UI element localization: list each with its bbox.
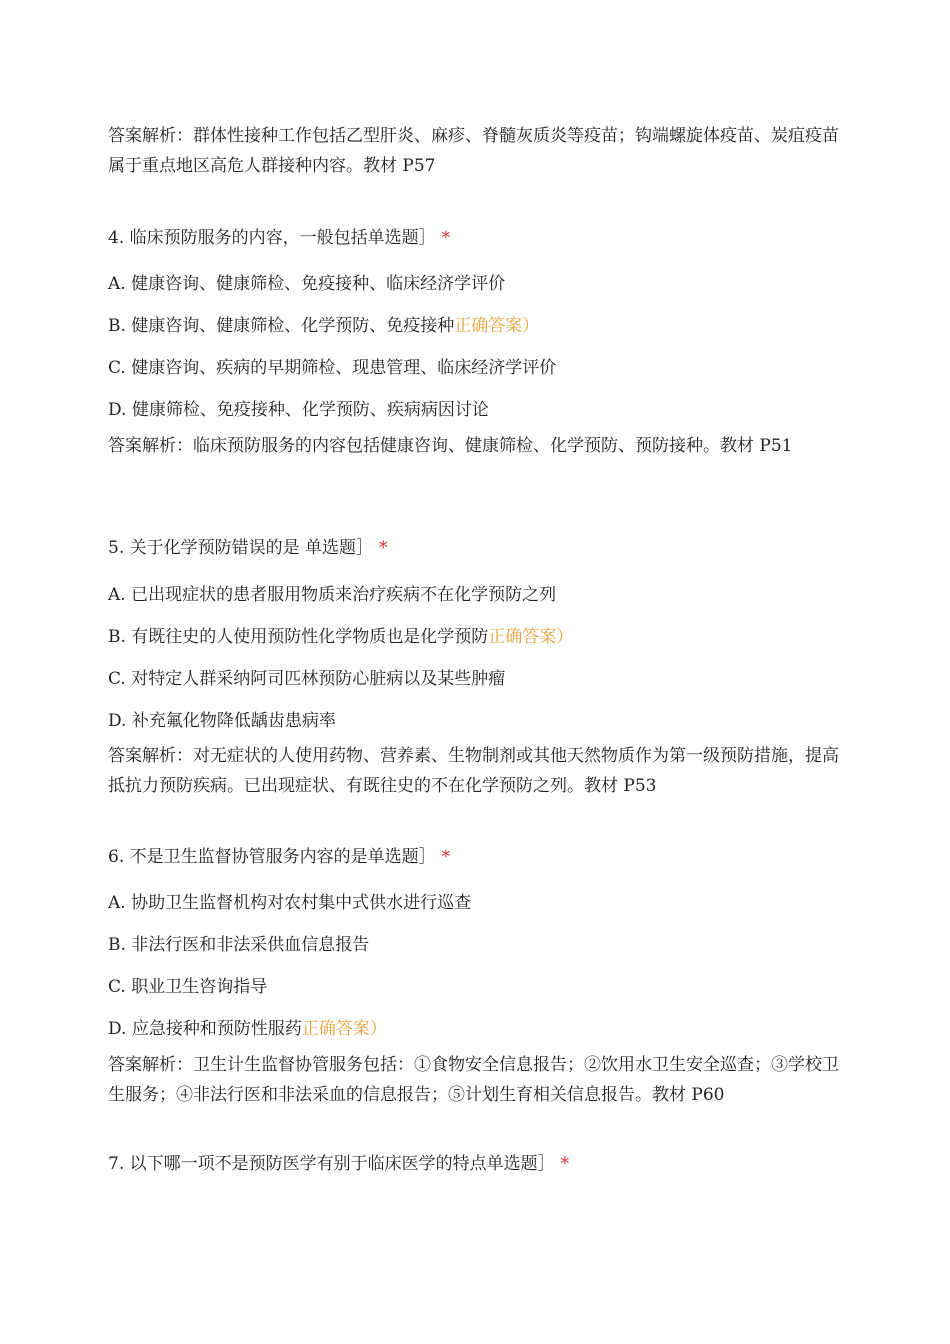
question-4-option-c: C. 健康咨询、疾病的早期筛检、现患管理、临床经济学评价 bbox=[108, 358, 557, 378]
question-6-option-d-text: D. 应急接种和预防性服药 bbox=[108, 1019, 302, 1039]
question-4-explanation: 答案解析：临床预防服务的内容包括健康咨询、健康筛检、化学预防、预防接种。教材 P51 bbox=[108, 436, 793, 456]
question-4-option-b bbox=[108, 315, 539, 337]
correct-answer-tag: 正确答案） bbox=[301, 1019, 387, 1039]
question-5-explanation: 答案解析：对无症状的人使用药物、营养素、生物制剂或其他天然物质作为第一级预防措施，提高抵抗力预防疾病。已出现症状、有既往史的不在化学预防之列。教材 P53 bbox=[108, 746, 839, 796]
question-4-stem bbox=[108, 227, 450, 249]
question-4-option-a: A. 健康咨询、健康筛检、免疫接种、临床经济学评价 bbox=[108, 274, 506, 294]
question-6-option-c: C. 职业卫生咨询指导 bbox=[108, 977, 268, 997]
correct-answer-tag: 正确答案） bbox=[454, 316, 540, 336]
correct-answer-tag: 正确答案） bbox=[488, 627, 574, 647]
question-6-option-b: B. 非法行医和非法采供血信息报告 bbox=[108, 935, 370, 955]
previous-answer-explanation: 答案解析：群体性接种工作包括乙型肝炎、麻疹、脊髓灰质炎等疫苗；钩端螺旋体疫苗、炭疽疫苗属于重点地区高危人群接种内容。教材 P57 bbox=[108, 126, 839, 176]
required-asterisk-icon: * bbox=[441, 847, 451, 867]
question-6-text: 6. 不是卫生监督协管服务内容的是单选题］ bbox=[108, 847, 436, 867]
question-7-text: 7. 以下哪一项不是预防医学有别于临床医学的特点单选题］ bbox=[108, 1154, 555, 1174]
question-5-stem bbox=[108, 537, 388, 559]
question-5-option-c: C. 对特定人群采纳阿司匹林预防心脏病以及某些肿瘤 bbox=[108, 669, 506, 689]
question-7-stem bbox=[108, 1153, 569, 1175]
question-6-option-d bbox=[108, 1018, 387, 1040]
question-5-option-d: D. 补充氟化物降低龋齿患病率 bbox=[108, 711, 336, 731]
question-4-option-b-text: B. 健康咨询、健康筛检、化学预防、免疫接种 bbox=[108, 316, 455, 336]
question-4-option-d: D. 健康筛检、免疫接种、化学预防、疾病病因讨论 bbox=[108, 400, 489, 420]
question-5-option-b bbox=[108, 626, 573, 648]
required-asterisk-icon: * bbox=[441, 228, 451, 248]
question-6-explanation: 答案解析：卫生计生监督协管服务包括：①食物安全信息报告；②饮用水卫生安全巡查；③学校卫生服务；④非法行医和非法采血的信息报告；⑤计划生育相关信息报告。教材 P60 bbox=[108, 1055, 839, 1105]
question-4-text: 4. 临床预防服务的内容，一般包括单选题］ bbox=[108, 228, 436, 248]
question-5-text: 5. 关于化学预防错误的是 单选题］ bbox=[108, 538, 374, 558]
required-asterisk-icon: * bbox=[379, 538, 388, 558]
question-6-stem bbox=[108, 846, 450, 868]
question-6-option-a: A. 协助卫生监督机构对农村集中式供水进行巡查 bbox=[108, 893, 472, 913]
question-5-option-a: A. 已出现症状的患者服用物质来治疗疾病不在化学预防之列 bbox=[108, 585, 557, 605]
question-5-option-b-text: B. 有既往史的人使用预防性化学物质也是化学预防 bbox=[108, 627, 489, 647]
required-asterisk-icon: * bbox=[560, 1154, 570, 1174]
